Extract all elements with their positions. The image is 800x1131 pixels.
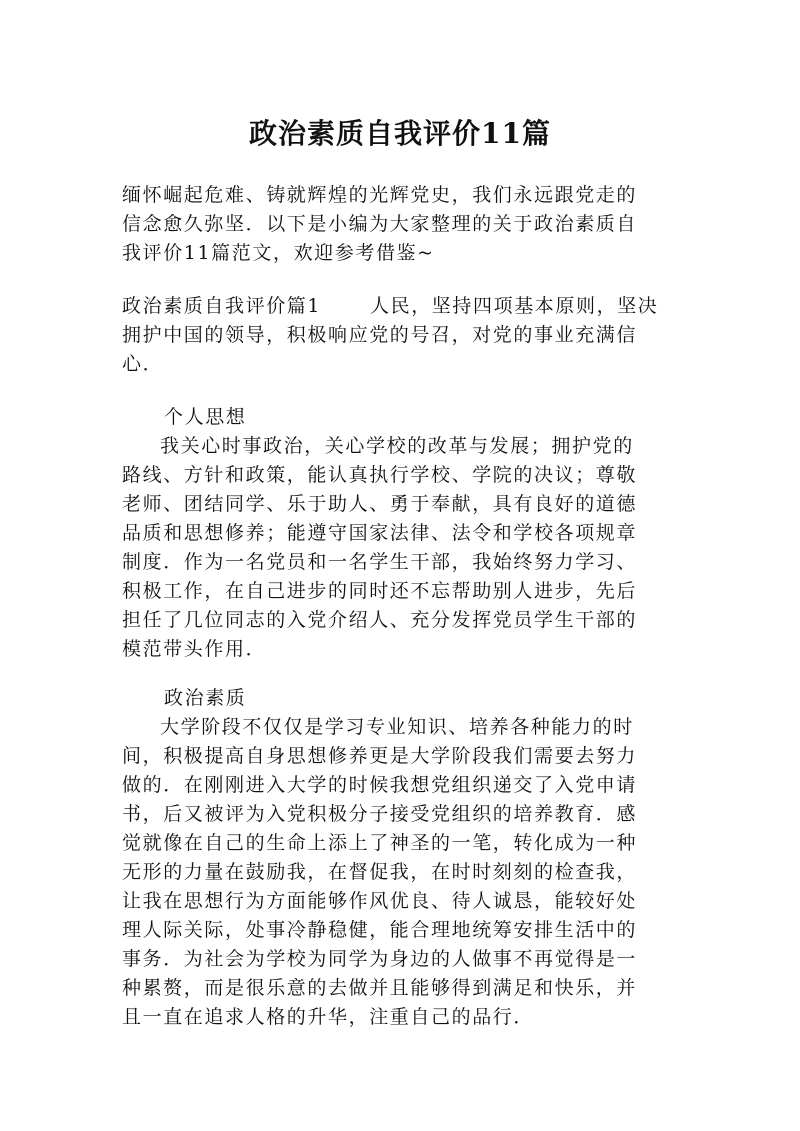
political-quality-line: 种累赘，而是很乐意的去做并且能够得到满足和快乐，并 <box>122 977 638 999</box>
political-quality-line: 书，后又被评为入党积极分子接受党组织的培养教育．感 <box>122 803 638 825</box>
political-quality-line: 大学阶段不仅仅是学习专业知识、培养各种能力的时 <box>160 716 634 738</box>
personal-thought-line: 模范带头作用． <box>122 638 267 660</box>
political-quality-line: 无形的力量在鼓励我，在督促我，在时时刻刻的检查我， <box>122 861 638 883</box>
section1-line: 心． <box>122 353 164 375</box>
political-quality-line: 且一直在追求人格的升华，注重自己的品行． <box>122 1006 535 1028</box>
section1-line: 人民，坚持四项基本原则，坚决 <box>370 295 659 317</box>
personal-thought-heading: 个人思想 <box>164 406 247 428</box>
personal-thought-line: 担任了几位同志的入党介绍人、充分发挥党员学生干部的 <box>122 609 638 631</box>
intro-line: 缅怀崛起危难、铸就辉煌的光辉党史，我们永远跟党走的 <box>122 184 638 206</box>
section1-paragraph <box>122 292 667 379</box>
personal-thought-line: 路线、方针和政策，能认真执行学校、学院的决议；尊敬 <box>122 464 638 486</box>
personal-thought-line: 积极工作，在自己进步的同时还不忘帮助别人进步，先后 <box>122 580 638 602</box>
document-title: 政治素质自我评价11篇 <box>249 117 551 150</box>
political-quality-line: 做的．在刚刚进入大学的时候我想党组织递交了入党申请 <box>122 774 638 796</box>
political-quality-line: 觉就像在自己的生命上添上了神圣的一笔，转化成为一种 <box>122 832 638 854</box>
intro-paragraph <box>122 181 667 268</box>
political-quality-section <box>122 684 667 1032</box>
personal-thought-section <box>122 403 667 664</box>
intro-line: 信念愈久弥坚．以下是小编为大家整理的关于政治素质自 <box>122 213 638 235</box>
section1-heading: 政治素质自我评价篇1 <box>122 295 322 317</box>
political-quality-line: 让我在思想行为方面能够作风优良、待人诚恳，能较好处 <box>122 890 638 912</box>
section1-first-line <box>122 292 667 321</box>
political-quality-line: 事务．为社会为学校为同学为身边的人做事不再觉得是一 <box>122 948 638 970</box>
personal-thought-line: 我关心时事政治，关心学校的改革与发展；拥护党的 <box>160 435 634 457</box>
personal-thought-line: 老师、团结同学、乐于助人、勇于奉献，具有良好的道德 <box>122 493 638 515</box>
political-quality-heading: 政治素质 <box>164 687 247 709</box>
political-quality-line: 间，积极提高自身思想修养更是大学阶段我们需要去努力 <box>122 745 638 767</box>
intro-line: 我评价11篇范文，欢迎参考借鉴~ <box>122 242 435 264</box>
section1-line: 拥护中国的领导，积极响应党的号召，对党的事业充满信 <box>122 324 638 346</box>
personal-thought-line: 品质和思想修养；能遵守国家法律、法令和学校各项规章 <box>122 522 638 544</box>
personal-thought-line: 制度．作为一名党员和一名学生干部，我始终努力学习、 <box>122 551 638 573</box>
political-quality-line: 理人际关际，处事冷静稳健，能合理地统筹安排生活中的 <box>122 919 638 941</box>
